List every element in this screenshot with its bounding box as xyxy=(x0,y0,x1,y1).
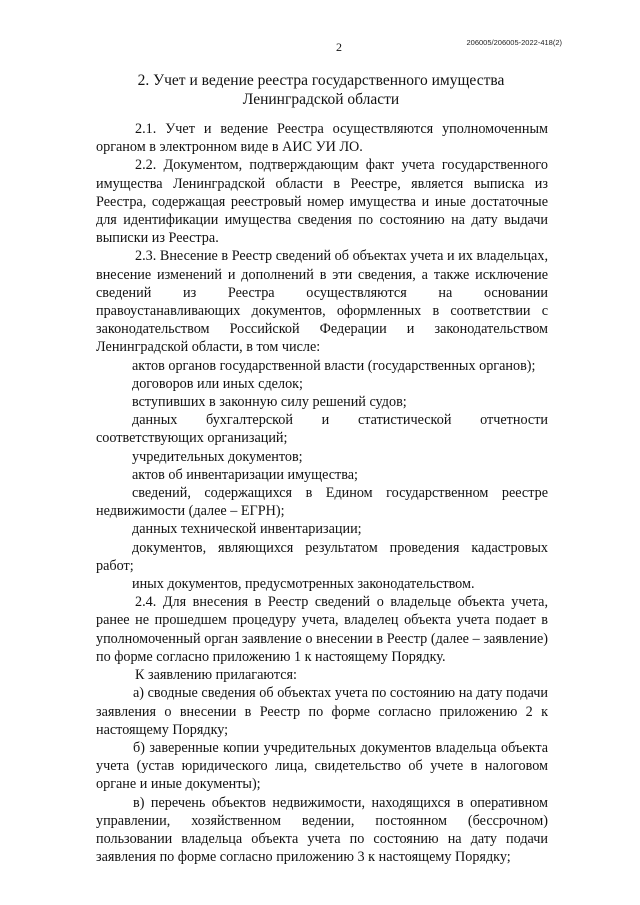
attachment-item-b: б) заверенные копии учредительных документов владельца объекта учета (устав юридического лица, свидетельство об учете в налоговом органе и иные документы); xyxy=(96,739,548,793)
page-number: 2 xyxy=(336,40,343,54)
section-title-line-2: Ленинградской области xyxy=(242,91,400,108)
list-item: данных технической инвентаризации; xyxy=(132,521,362,538)
list-item: учредительных документов; xyxy=(132,448,303,465)
list-item: актов об инвентаризации имущества; xyxy=(132,466,358,483)
paragraph-2-2: 2.2. Документом, подтверждающим факт учета государственного имущества Ленинградской области в Реестре, является выписка из Реестра, содержащая реестровый номер имущества и иные достаточные для идентификации имущества сведения по состоянию на дату выдачи выписки из Реестра. xyxy=(96,157,548,247)
list-item: иных документов, предусмотренных законодательством. xyxy=(132,576,475,593)
section-title-line-1: 2. Учет и ведение реестра государственного имущества xyxy=(137,72,505,89)
document-body xyxy=(96,120,548,866)
attachment-item-c: в) перечень объектов недвижимости, находящихся в оперативном управлении, хозяйственном ведении, постоянном (бессрочном) пользовании владельца объекта учета по состоянию на дату подачи заявления по форме согласно приложению 3 к настоящему Порядку; xyxy=(96,794,548,866)
list-item: сведений, содержащихся в Едином государственном реестре недвижимости (далее – ЕГРН); xyxy=(96,485,548,520)
document-code: 206005/206005-2022-418(2) xyxy=(466,38,562,47)
list-item: документов, являющихся результатом проведения кадастровых работ; xyxy=(96,539,548,574)
section-heading xyxy=(96,71,546,109)
list-item: актов органов государственной власти (государственных органов); xyxy=(132,357,536,374)
paragraph-2-3: 2.3. Внесение в Реестр сведений об объектах учета и их владельцах, внесение изменений и дополнений в эти сведения, а также исключение сведений из Реестра осуществляются на основании правоустанавливающих документов, оформленных в соответствии с законодательством Российской Федерации и законодательством Ленинградской области, в том числе: xyxy=(96,248,548,356)
list-item: вступивших в законную силу решений судов; xyxy=(132,394,407,411)
paragraph-2-1: 2.1. Учет и ведение Реестра осуществляются уполномоченным органом в электронном виде в АИС УИ ЛО. xyxy=(96,121,548,156)
list-item: договоров или иных сделок; xyxy=(132,375,303,392)
attachments-intro: К заявлению прилагаются: xyxy=(135,667,297,684)
paragraph-2-4: 2.4. Для внесения в Реестр сведений о владельце объекта учета, ранее не прошедшем процедуру учета, владелец объекта учета подает в уполномоченный орган заявление о внесении в Реестр (далее – заявление) по форме согласно приложению 1 к настоящему Порядку. xyxy=(96,594,548,665)
attachment-item-a: а) сводные сведения об объектах учета по состоянию на дату подачи заявления о внесении в Реестр по форме согласно приложению 2 к настоящему Порядку; xyxy=(96,685,548,738)
list-item: данных бухгалтерской и статистической отчетности соответствующих организаций; xyxy=(96,412,548,447)
